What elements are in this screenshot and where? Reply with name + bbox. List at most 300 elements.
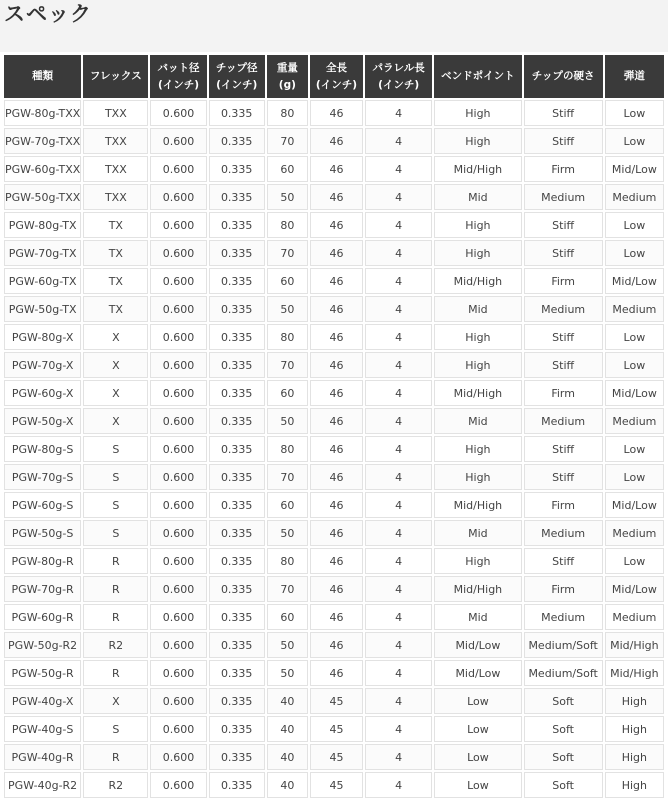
- table-cell: Firm: [524, 380, 603, 406]
- table-row: [4, 100, 664, 126]
- table-cell: Low: [605, 436, 664, 462]
- table-cell: 4: [365, 576, 432, 602]
- table-cell: 4: [365, 772, 432, 798]
- table-cell: 50: [267, 632, 308, 658]
- table-cell: PGW-80g-X: [4, 324, 81, 350]
- table-row: [4, 716, 664, 742]
- table-cell: 4: [365, 128, 432, 154]
- table-cell: 0.600: [150, 716, 206, 742]
- table-cell: 0.600: [150, 184, 206, 210]
- table-cell: 70: [267, 128, 308, 154]
- table-cell: PGW-50g-TXX: [4, 184, 81, 210]
- table-cell: 4: [365, 380, 432, 406]
- table-cell: 46: [310, 660, 363, 686]
- column-header: [209, 55, 265, 98]
- table-cell: Stiff: [524, 100, 603, 126]
- table-cell: 80: [267, 212, 308, 238]
- table-cell: 0.335: [209, 408, 265, 434]
- table-cell: 0.335: [209, 128, 265, 154]
- table-cell: Soft: [524, 688, 603, 714]
- table-cell: Stiff: [524, 240, 603, 266]
- column-header: [310, 55, 363, 98]
- table-cell: TXX: [83, 128, 148, 154]
- table-cell: 0.335: [209, 268, 265, 294]
- table-cell: PGW-80g-S: [4, 436, 81, 462]
- table-cell: Low: [605, 352, 664, 378]
- table-cell: 4: [365, 296, 432, 322]
- table-cell: 40: [267, 716, 308, 742]
- table-row: [4, 604, 664, 630]
- table-cell: Mid/Low: [605, 576, 664, 602]
- table-cell: 60: [267, 492, 308, 518]
- table-cell: 46: [310, 268, 363, 294]
- table-row: [4, 380, 664, 406]
- table-cell: 0.335: [209, 660, 265, 686]
- table-cell: 46: [310, 604, 363, 630]
- table-cell: 4: [365, 324, 432, 350]
- table-cell: 0.600: [150, 772, 206, 798]
- table-row: [4, 688, 664, 714]
- table-cell: PGW-70g-X: [4, 352, 81, 378]
- table-cell: Stiff: [524, 324, 603, 350]
- table-cell: 46: [310, 492, 363, 518]
- table-cell: Low: [605, 128, 664, 154]
- table-cell: High: [434, 548, 521, 574]
- table-cell: PGW-70g-S: [4, 464, 81, 490]
- table-cell: Low: [605, 100, 664, 126]
- table-cell: Medium: [605, 184, 664, 210]
- table-cell: High: [605, 716, 664, 742]
- table-cell: Medium: [524, 184, 603, 210]
- column-header-line: チップの硬さ: [531, 70, 595, 82]
- table-cell: Medium: [524, 296, 603, 322]
- table-cell: 4: [365, 660, 432, 686]
- table-cell: R: [83, 548, 148, 574]
- table-cell: PGW-80g-TXX: [4, 100, 81, 126]
- column-header-line: バット径: [157, 61, 200, 74]
- table-cell: S: [83, 716, 148, 742]
- table-row: [4, 632, 664, 658]
- table-row: [4, 772, 664, 798]
- table-cell: Medium: [605, 520, 664, 546]
- table-cell: 0.335: [209, 492, 265, 518]
- table-row: [4, 576, 664, 602]
- table-cell: Soft: [524, 744, 603, 770]
- table-row: [4, 184, 664, 210]
- column-header-line: チップ径: [215, 61, 258, 74]
- table-cell: Mid: [434, 520, 521, 546]
- table-row: [4, 408, 664, 434]
- table-cell: 60: [267, 268, 308, 294]
- table-cell: X: [83, 352, 148, 378]
- table-row: [4, 268, 664, 294]
- table-cell: 80: [267, 100, 308, 126]
- column-header-line: (インチ): [157, 78, 200, 91]
- table-cell: High: [605, 772, 664, 798]
- column-header: [267, 55, 308, 98]
- table-row: [4, 212, 664, 238]
- table-cell: 4: [365, 716, 432, 742]
- table-cell: S: [83, 520, 148, 546]
- table-cell: 0.335: [209, 464, 265, 490]
- table-cell: Medium: [524, 604, 603, 630]
- table-cell: PGW-40g-R2: [4, 772, 81, 798]
- table-row: [4, 240, 664, 266]
- column-header-line: 全長: [325, 61, 347, 74]
- table-cell: 0.335: [209, 352, 265, 378]
- table-cell: Low: [605, 324, 664, 350]
- table-cell: 0.335: [209, 772, 265, 798]
- table-cell: 0.335: [209, 324, 265, 350]
- table-cell: 0.600: [150, 604, 206, 630]
- table-cell: 0.600: [150, 380, 206, 406]
- table-cell: PGW-60g-X: [4, 380, 81, 406]
- table-cell: 60: [267, 380, 308, 406]
- table-cell: 46: [310, 324, 363, 350]
- table-cell: High: [434, 464, 521, 490]
- table-cell: 0.335: [209, 716, 265, 742]
- table-cell: Stiff: [524, 464, 603, 490]
- table-row: [4, 436, 664, 462]
- column-header-line: (インチ): [378, 78, 420, 91]
- column-header: [150, 55, 206, 98]
- table-cell: 0.335: [209, 632, 265, 658]
- table-cell: 60: [267, 156, 308, 182]
- column-header: [4, 55, 81, 98]
- table-cell: 4: [365, 100, 432, 126]
- table-cell: High: [434, 100, 521, 126]
- table-cell: 46: [310, 520, 363, 546]
- table-cell: 0.600: [150, 660, 206, 686]
- table-cell: Medium: [605, 408, 664, 434]
- table-cell: PGW-40g-X: [4, 688, 81, 714]
- table-cell: 0.600: [150, 128, 206, 154]
- column-header-line: ベンドポイント: [441, 70, 515, 82]
- table-cell: Firm: [524, 492, 603, 518]
- table-cell: Stiff: [524, 212, 603, 238]
- table-cell: Medium: [605, 296, 664, 322]
- table-cell: Firm: [524, 268, 603, 294]
- table-cell: 46: [310, 436, 363, 462]
- table-cell: 50: [267, 520, 308, 546]
- table-cell: R: [83, 576, 148, 602]
- table-cell: Low: [434, 716, 521, 742]
- table-cell: PGW-40g-S: [4, 716, 81, 742]
- column-header: [83, 55, 148, 98]
- table-row: [4, 296, 664, 322]
- table-cell: Firm: [524, 156, 603, 182]
- table-cell: TXX: [83, 156, 148, 182]
- table-header-row: [4, 55, 664, 98]
- table-cell: 4: [365, 548, 432, 574]
- table-cell: PGW-60g-TXX: [4, 156, 81, 182]
- table-cell: 46: [310, 352, 363, 378]
- table-cell: 46: [310, 240, 363, 266]
- table-cell: 80: [267, 548, 308, 574]
- table-cell: Mid/Low: [605, 268, 664, 294]
- table-cell: Mid/Low: [434, 632, 521, 658]
- table-cell: Mid: [434, 604, 521, 630]
- table-cell: 4: [365, 520, 432, 546]
- table-cell: 4: [365, 436, 432, 462]
- table-row: [4, 744, 664, 770]
- table-cell: PGW-70g-R: [4, 576, 81, 602]
- table-cell: Medium: [524, 520, 603, 546]
- table-cell: 60: [267, 604, 308, 630]
- table-cell: 0.335: [209, 688, 265, 714]
- table-cell: 50: [267, 184, 308, 210]
- table-cell: Mid/High: [434, 156, 521, 182]
- table-cell: 45: [310, 688, 363, 714]
- table-cell: 4: [365, 744, 432, 770]
- table-cell: 50: [267, 408, 308, 434]
- table-cell: Medium/Soft: [524, 632, 603, 658]
- table-cell: 4: [365, 632, 432, 658]
- table-cell: 0.600: [150, 492, 206, 518]
- table-cell: High: [434, 128, 521, 154]
- table-cell: 0.335: [209, 240, 265, 266]
- table-cell: TX: [83, 268, 148, 294]
- table-cell: 40: [267, 688, 308, 714]
- table-cell: R2: [83, 632, 148, 658]
- table-row: [4, 520, 664, 546]
- table-cell: PGW-70g-TXX: [4, 128, 81, 154]
- table-cell: Soft: [524, 716, 603, 742]
- table-cell: PGW-60g-R: [4, 604, 81, 630]
- table-cell: 0.600: [150, 212, 206, 238]
- table-cell: TXX: [83, 184, 148, 210]
- table-cell: X: [83, 324, 148, 350]
- table-cell: 40: [267, 772, 308, 798]
- table-cell: 0.600: [150, 436, 206, 462]
- title-band: [0, 0, 668, 52]
- table-cell: High: [605, 688, 664, 714]
- table-cell: S: [83, 464, 148, 490]
- table-cell: 4: [365, 352, 432, 378]
- table-cell: 4: [365, 688, 432, 714]
- column-header: [365, 55, 432, 98]
- table-cell: X: [83, 688, 148, 714]
- table-cell: High: [434, 436, 521, 462]
- table-cell: 4: [365, 464, 432, 490]
- table-cell: High: [434, 324, 521, 350]
- table-cell: 0.335: [209, 520, 265, 546]
- column-header-line: (インチ): [216, 78, 258, 91]
- table-cell: 45: [310, 716, 363, 742]
- table-cell: PGW-50g-S: [4, 520, 81, 546]
- table-cell: 0.600: [150, 744, 206, 770]
- table-row: [4, 352, 664, 378]
- table-cell: 0.600: [150, 464, 206, 490]
- table-body: [4, 100, 664, 798]
- table-cell: 0.600: [150, 268, 206, 294]
- table-cell: 80: [267, 324, 308, 350]
- table-row: [4, 156, 664, 182]
- table-cell: 0.600: [150, 548, 206, 574]
- table-cell: 46: [310, 100, 363, 126]
- spec-table: [2, 53, 666, 800]
- table-row: [4, 492, 664, 518]
- table-cell: 46: [310, 128, 363, 154]
- table-cell: R: [83, 744, 148, 770]
- table-cell: 0.335: [209, 100, 265, 126]
- table-cell: PGW-50g-X: [4, 408, 81, 434]
- table-cell: X: [83, 408, 148, 434]
- table-cell: High: [434, 212, 521, 238]
- table-cell: 0.335: [209, 548, 265, 574]
- table-cell: 0.335: [209, 212, 265, 238]
- column-header-line: 弾道: [623, 70, 645, 82]
- table-cell: 0.335: [209, 744, 265, 770]
- table-cell: 50: [267, 660, 308, 686]
- table-cell: 70: [267, 464, 308, 490]
- table-cell: 0.335: [209, 380, 265, 406]
- table-cell: Mid/High: [434, 576, 521, 602]
- table-cell: 46: [310, 548, 363, 574]
- table-cell: Mid/High: [434, 380, 521, 406]
- table-cell: Mid: [434, 408, 521, 434]
- column-header-line: パラレル長: [372, 61, 425, 74]
- table-cell: 4: [365, 156, 432, 182]
- table-cell: 40: [267, 744, 308, 770]
- table-cell: Stiff: [524, 548, 603, 574]
- table-cell: 0.600: [150, 632, 206, 658]
- table-cell: PGW-70g-TX: [4, 240, 81, 266]
- table-row: [4, 660, 664, 686]
- column-header-line: フレックス: [89, 70, 142, 82]
- table-cell: 4: [365, 184, 432, 210]
- table-cell: 70: [267, 240, 308, 266]
- table-cell: High: [434, 240, 521, 266]
- table-cell: 0.600: [150, 324, 206, 350]
- table-cell: 0.600: [150, 408, 206, 434]
- table-row: [4, 548, 664, 574]
- table-cell: 0.600: [150, 520, 206, 546]
- table-cell: PGW-60g-TX: [4, 268, 81, 294]
- table-cell: 70: [267, 576, 308, 602]
- table-cell: PGW-80g-TX: [4, 212, 81, 238]
- table-cell: 4: [365, 604, 432, 630]
- table-cell: Soft: [524, 772, 603, 798]
- table-cell: Low: [434, 772, 521, 798]
- table-cell: 45: [310, 772, 363, 798]
- table-cell: X: [83, 380, 148, 406]
- table-cell: 4: [365, 268, 432, 294]
- table-cell: PGW-50g-R2: [4, 632, 81, 658]
- column-header: [434, 55, 521, 98]
- table-cell: 46: [310, 212, 363, 238]
- table-cell: 46: [310, 408, 363, 434]
- table-cell: 46: [310, 576, 363, 602]
- table-cell: PGW-50g-R: [4, 660, 81, 686]
- table-cell: Medium/Soft: [524, 660, 603, 686]
- table-cell: Mid/Low: [605, 380, 664, 406]
- table-cell: 0.600: [150, 576, 206, 602]
- table-cell: Mid/High: [434, 268, 521, 294]
- table-cell: S: [83, 436, 148, 462]
- table-row: [4, 128, 664, 154]
- table-cell: Mid/High: [605, 632, 664, 658]
- table-cell: 80: [267, 436, 308, 462]
- table-cell: TX: [83, 240, 148, 266]
- table-cell: 4: [365, 492, 432, 518]
- table-cell: 0.600: [150, 240, 206, 266]
- table-cell: 0.600: [150, 100, 206, 126]
- table-cell: Mid: [434, 296, 521, 322]
- table-cell: Medium: [605, 604, 664, 630]
- table-cell: 0.335: [209, 184, 265, 210]
- table-cell: 0.600: [150, 156, 206, 182]
- table-cell: TXX: [83, 100, 148, 126]
- table-row: [4, 324, 664, 350]
- table-cell: High: [434, 352, 521, 378]
- table-cell: Stiff: [524, 352, 603, 378]
- column-header-line: (インチ): [315, 78, 358, 91]
- table-cell: 46: [310, 184, 363, 210]
- table-cell: Stiff: [524, 436, 603, 462]
- table-cell: 46: [310, 380, 363, 406]
- table-cell: PGW-60g-S: [4, 492, 81, 518]
- table-cell: Medium: [524, 408, 603, 434]
- table-cell: Mid/Low: [434, 660, 521, 686]
- table-cell: Low: [434, 744, 521, 770]
- table-cell: Low: [605, 548, 664, 574]
- table-cell: 4: [365, 408, 432, 434]
- table-cell: Mid/Low: [605, 156, 664, 182]
- table-cell: Low: [605, 212, 664, 238]
- column-header-line: 重量: [276, 61, 298, 74]
- table-cell: 0.600: [150, 352, 206, 378]
- table-cell: 0.335: [209, 436, 265, 462]
- table-cell: 0.335: [209, 156, 265, 182]
- table-cell: 0.600: [150, 688, 206, 714]
- table-row: [4, 464, 664, 490]
- table-cell: 70: [267, 352, 308, 378]
- table-cell: TX: [83, 296, 148, 322]
- table-cell: 0.335: [209, 296, 265, 322]
- table-cell: Low: [605, 240, 664, 266]
- table-cell: 0.335: [209, 604, 265, 630]
- table-cell: Low: [434, 688, 521, 714]
- table-cell: Low: [605, 464, 664, 490]
- table-cell: 46: [310, 464, 363, 490]
- column-header-line: (g): [278, 78, 296, 91]
- column-header-line: 種類: [32, 70, 54, 82]
- table-cell: 4: [365, 212, 432, 238]
- table-cell: PGW-40g-R: [4, 744, 81, 770]
- table-cell: High: [605, 744, 664, 770]
- table-cell: Mid/High: [434, 492, 521, 518]
- section-title: スペック: [4, 2, 92, 26]
- table-cell: R2: [83, 772, 148, 798]
- table-cell: 0.600: [150, 296, 206, 322]
- column-header: [605, 55, 664, 98]
- table-cell: TX: [83, 212, 148, 238]
- table-cell: Mid/High: [605, 660, 664, 686]
- table-cell: 0.335: [209, 576, 265, 602]
- table-cell: R: [83, 660, 148, 686]
- table-cell: Mid/Low: [605, 492, 664, 518]
- table-cell: Firm: [524, 576, 603, 602]
- table-cell: S: [83, 492, 148, 518]
- table-cell: R: [83, 604, 148, 630]
- table-cell: 4: [365, 240, 432, 266]
- table-cell: 50: [267, 296, 308, 322]
- table-cell: PGW-50g-TX: [4, 296, 81, 322]
- table-cell: 45: [310, 744, 363, 770]
- table-cell: 46: [310, 632, 363, 658]
- column-header: [524, 55, 603, 98]
